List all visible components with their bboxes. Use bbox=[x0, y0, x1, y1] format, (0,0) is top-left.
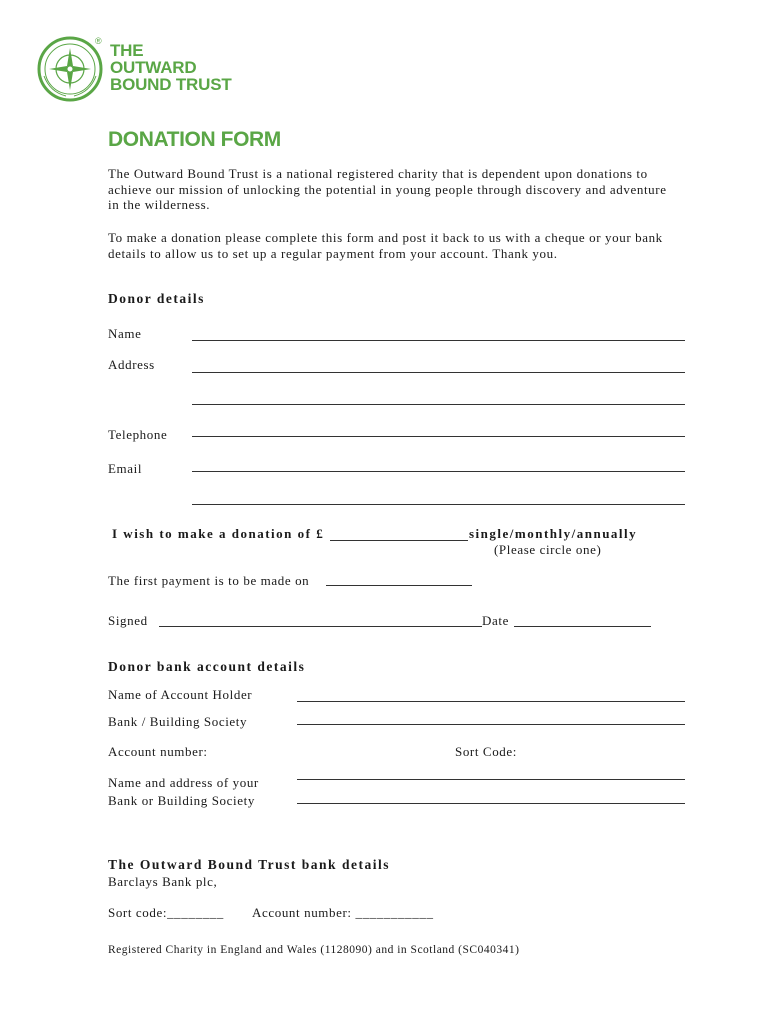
trust-account-number-blank: ___________ bbox=[355, 905, 434, 920]
logo-line-1: THE bbox=[110, 41, 144, 60]
bank-address-field-line-2[interactable] bbox=[297, 803, 685, 804]
address-label: Address bbox=[108, 357, 155, 372]
sort-code-label: Sort Code: bbox=[455, 744, 517, 759]
telephone-label: Telephone bbox=[108, 427, 168, 442]
address-field-line-2[interactable] bbox=[192, 404, 685, 405]
bank-name-field[interactable] bbox=[297, 724, 685, 725]
trust-account-number bbox=[252, 905, 434, 921]
date-field[interactable] bbox=[514, 626, 651, 627]
account-number-label: Account number: bbox=[108, 744, 208, 759]
logo-wordmark bbox=[110, 42, 232, 93]
bank-address-label-line-2: Bank or Building Society bbox=[108, 793, 255, 808]
trust-sort-code-label: Sort code: bbox=[108, 905, 168, 920]
email-label: Email bbox=[108, 461, 143, 476]
registered-mark: ® bbox=[95, 36, 102, 46]
name-field[interactable] bbox=[192, 340, 685, 341]
address-field-line-1[interactable] bbox=[192, 372, 685, 373]
bank-address-field-line-1[interactable] bbox=[297, 779, 685, 780]
donor-details-heading: Donor details bbox=[108, 291, 205, 306]
signed-label: Signed bbox=[108, 613, 148, 628]
date-label: Date bbox=[482, 613, 509, 628]
logo-line-3: BOUND TRUST bbox=[110, 75, 232, 94]
logo-line-2: OUTWARD bbox=[110, 58, 197, 77]
account-holder-field[interactable] bbox=[297, 701, 685, 702]
trust-bank-name: Barclays Bank plc, bbox=[108, 874, 218, 889]
first-payment-label: The first payment is to be made on bbox=[108, 573, 310, 588]
trust-bank-heading: The Outward Bound Trust bank details bbox=[108, 857, 390, 872]
charity-registration: Registered Charity in England and Wales (1128090) and in Scotland (SC040341) bbox=[108, 944, 520, 956]
donation-amount-label: I wish to make a donation of £ bbox=[112, 526, 325, 541]
circle-hint: (Please circle one) bbox=[494, 542, 602, 557]
bank-address-label-line-1: Name and address of your bbox=[108, 775, 259, 790]
bank-name-label: Bank / Building Society bbox=[108, 714, 248, 729]
trust-account-number-label: Account number: bbox=[252, 905, 352, 920]
name-label: Name bbox=[108, 326, 142, 341]
intro-paragraph-1: The Outward Bound Trust is a national registered charity that is dependent upon donations to achieve our mission of unlocking the potential in young people through discovery and adventure in the wilderness. bbox=[108, 166, 667, 212]
account-holder-label: Name of Account Holder bbox=[108, 687, 253, 702]
intro-paragraph-2: To make a donation please complete this form and post it back to us with a cheque or your bank details to allow us to set up a regular payment from your account. Thank you. bbox=[108, 230, 663, 261]
bank-details-heading: Donor bank account details bbox=[108, 659, 306, 674]
page-title: DONATION FORM bbox=[108, 128, 281, 151]
email-field-line-2[interactable] bbox=[192, 504, 685, 505]
donation-amount-field[interactable] bbox=[330, 540, 468, 541]
email-field[interactable] bbox=[192, 471, 685, 472]
frequency-options[interactable]: single/monthly/annually bbox=[469, 526, 638, 541]
trust-sort-code-blank: ________ bbox=[167, 905, 224, 920]
trust-sort-code bbox=[108, 905, 224, 921]
telephone-field[interactable] bbox=[192, 436, 685, 437]
signature-field[interactable] bbox=[159, 626, 482, 627]
first-payment-date-field[interactable] bbox=[326, 585, 472, 586]
